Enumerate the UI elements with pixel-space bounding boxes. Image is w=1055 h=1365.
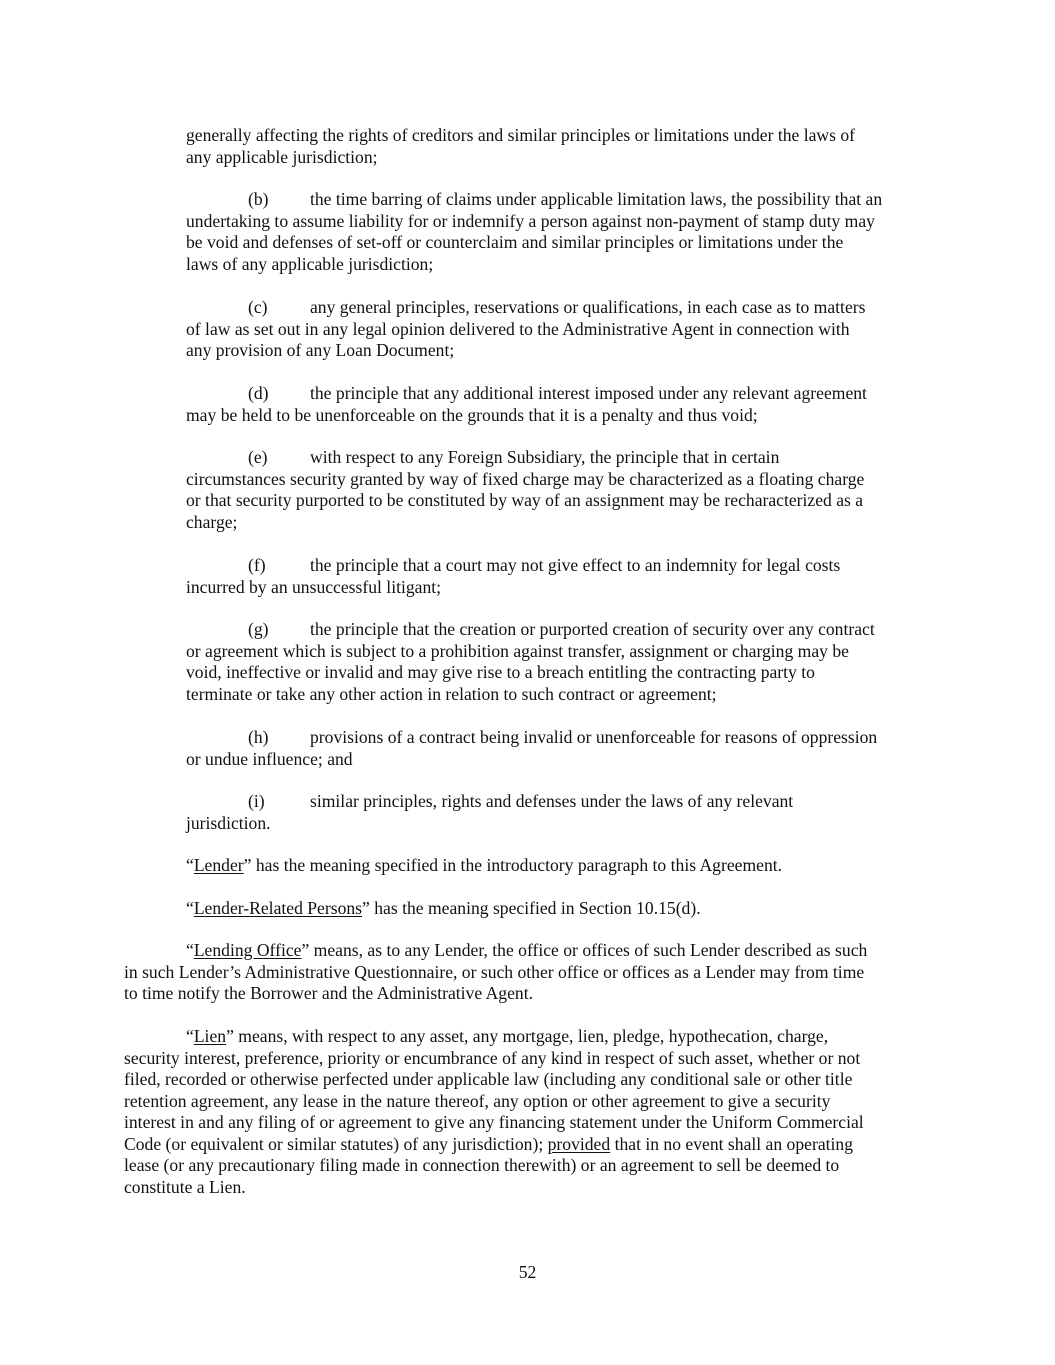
clause-text: any general principles, reservations or qualifications, in each case as to matters: [310, 297, 866, 317]
definition-text: ” means, as to any Lender, the office or offices of such Lender described as such: [301, 940, 868, 960]
definition-lending-office: [124, 940, 867, 1005]
text-line: [124, 1026, 864, 1048]
text-line: generally affecting the rights of creditors and similar principles or limitations under the laws of: [186, 125, 856, 145]
text-line: undertaking to assume liability for or indemnify a person against non-payment of stamp duty may: [186, 210, 875, 231]
clause-text: the principle that the creation or purported creation of security over any contract: [310, 619, 875, 639]
clause-b: [186, 189, 882, 275]
defined-term: Lending Office: [193, 940, 302, 960]
definition-text: ” has the meaning specified in Section 10.15(d).: [362, 898, 701, 918]
clause-text: with respect to any Foreign Subsidiary, the principle that in certain: [310, 447, 780, 467]
definition-text: that in no event shall an operating: [610, 1133, 853, 1154]
text-line: filed, recorded or otherwise perfected under applicable law (including any conditional sale or other title: [124, 1069, 853, 1089]
text-line: charge;: [186, 511, 238, 532]
clause-i: [186, 791, 793, 834]
text-line: lease (or any precautionary filing made in connection therewith) or an agreement to sell be deemed to: [124, 1155, 840, 1175]
defined-term: Lender-Related Persons: [193, 898, 363, 918]
clause-marker: (g): [248, 619, 269, 639]
text-line: [186, 619, 875, 641]
text-line: or agreement which is subject to a prohibition against transfer, assignment or charging may be: [186, 640, 849, 661]
definition-text: ” means, with respect to any asset, any mortgage, lien, pledge, hypothecation, charge,: [226, 1026, 829, 1046]
text-line: interest in and any filing of or agreement to give any financing statement under the Uniform Commercial: [124, 1112, 864, 1132]
text-line: [186, 189, 882, 211]
clause-c: [186, 297, 865, 362]
text-line: [186, 447, 864, 469]
text-line: circumstances security granted by way of fixed charge may be characterized as a floating charge: [186, 468, 865, 489]
text-line: [186, 383, 867, 405]
text-line: to time notify the Borrower and the Administrative Agent.: [124, 983, 533, 1003]
text-line: security interest, preference, priority or encumbrance of any kind in respect of such asset, whether or not: [124, 1047, 861, 1068]
text-line: any applicable jurisdiction;: [186, 146, 378, 167]
text-line: incurred by an unsuccessful litigant;: [186, 576, 442, 597]
text-line: be void and defenses of set-off or counterclaim and similar principles or limitations under the: [186, 232, 844, 252]
text-line: [186, 297, 865, 319]
paragraph-continuation: [186, 125, 855, 168]
clause-h: [186, 727, 877, 770]
text-line: of law as set out in any legal opinion delivered to the Administrative Agent in connection with: [186, 318, 850, 339]
page-number: 52: [518, 1262, 537, 1282]
text-line: constitute a Lien.: [124, 1176, 246, 1197]
open-quote: “: [186, 940, 194, 960]
clause-text: the principle that any additional interest imposed under any relevant agreement: [310, 383, 867, 403]
definition-lien: [124, 1026, 864, 1198]
text-line: [124, 1134, 864, 1156]
text-line: terminate or take any other action in relation to such contract or agreement;: [186, 683, 717, 704]
definition-text: Code (or equivalent or similar statutes) of any jurisdiction);: [124, 1133, 548, 1154]
clause-text: similar principles, rights and defenses under the laws of any relevant: [310, 791, 794, 811]
text-line: [186, 555, 840, 577]
text-line: [124, 940, 867, 962]
text-line: retention agreement, any lease in the nature thereof, any option or other agreement to give a security: [124, 1090, 831, 1111]
clause-f: [186, 555, 840, 598]
clause-marker: (i): [248, 791, 265, 811]
text-line: in such Lender’s Administrative Questionnaire, or such other office or offices as a Lender may from time: [124, 961, 865, 982]
open-quote: “: [186, 855, 194, 875]
proviso-term: provided: [547, 1133, 611, 1154]
text-line: [186, 727, 877, 749]
clause-text: the time barring of claims under applicable limitation laws, the possibility that an: [310, 189, 883, 209]
text-line: may be held to be unenforceable on the grounds that it is a penalty and thus void;: [186, 404, 758, 425]
clause-marker: (c): [248, 297, 268, 317]
clause-marker: (d): [248, 383, 269, 403]
definition-text: ” has the meaning specified in the introductory paragraph to this Agreement.: [243, 855, 783, 875]
clause-d: [186, 383, 867, 426]
text-line: any provision of any Loan Document;: [186, 340, 455, 360]
text-line: void, ineffective or invalid and may give rise to a breach entitling the contracting party to: [186, 662, 815, 682]
text-line: jurisdiction.: [186, 812, 271, 833]
clause-marker: (b): [248, 189, 269, 209]
text-line: [186, 898, 701, 920]
clause-marker: (h): [248, 727, 269, 747]
defined-term: Lien: [193, 1026, 227, 1046]
defined-term: Lender: [193, 855, 244, 875]
text-line: [186, 855, 782, 877]
clause-e: [186, 447, 864, 533]
text-line: [186, 791, 793, 813]
clause-text: the principle that a court may not give effect to an indemnity for legal costs: [310, 555, 841, 575]
text-line: or undue influence; and: [186, 748, 353, 769]
text-line: or that security purported to be constituted by way of an assignment may be recharacterized as a: [186, 490, 864, 510]
clause-g: [186, 619, 875, 705]
clause-marker: (f): [248, 555, 266, 575]
open-quote: “: [186, 898, 194, 918]
clause-text: provisions of a contract being invalid or unenforceable for reasons of oppression: [310, 727, 878, 747]
open-quote: “: [186, 1026, 194, 1046]
definition-lender-related-persons: [186, 898, 701, 920]
definition-lender: [186, 855, 782, 877]
text-line: laws of any applicable jurisdiction;: [186, 253, 434, 274]
clause-marker: (e): [248, 447, 268, 467]
